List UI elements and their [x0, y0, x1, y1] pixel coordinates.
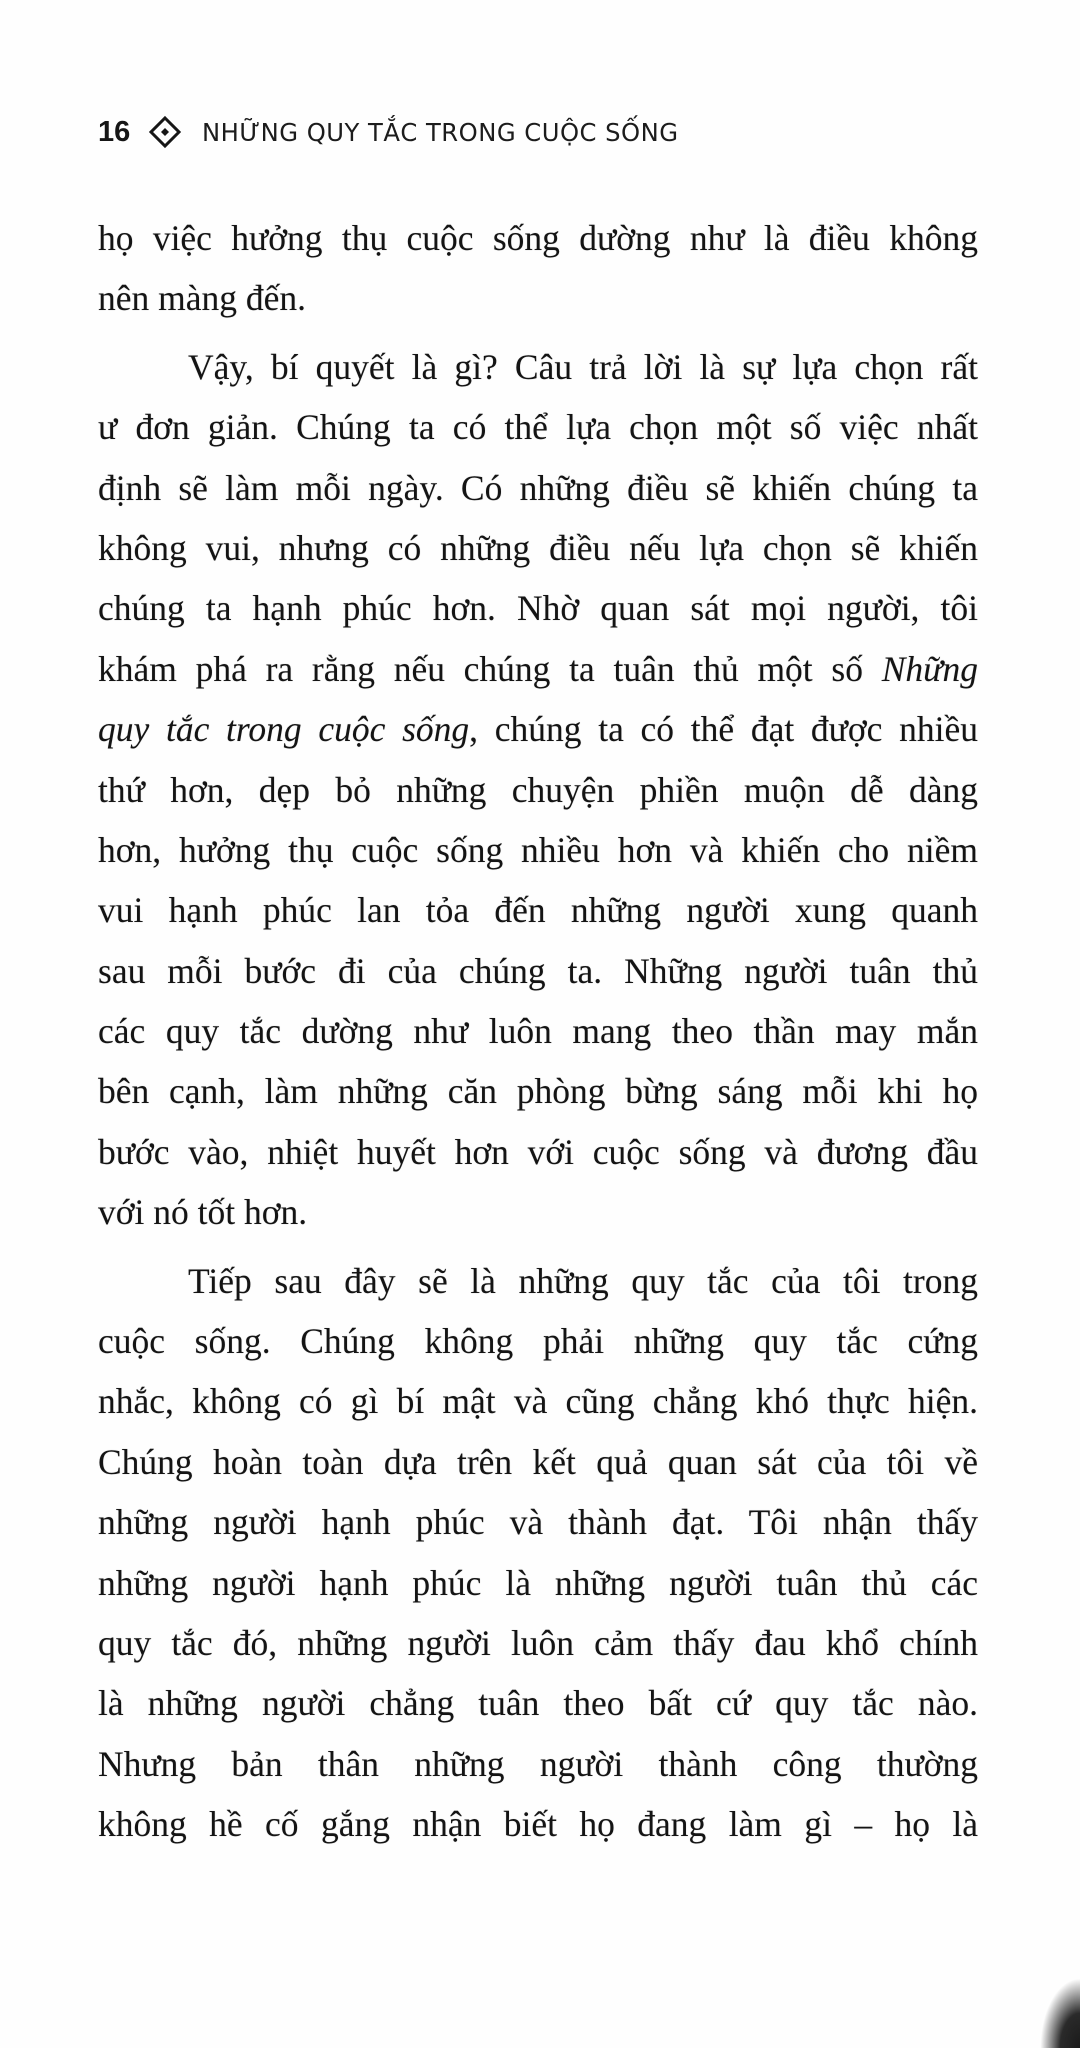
text-line: thứ hơn, dẹp bỏ những chuyện phiền muộn dễ dàng — [98, 769, 978, 810]
diamond-dot-icon — [148, 115, 182, 149]
text-line — [98, 639, 978, 699]
text-line: vui hạnh phúc lan tỏa đến những người xung quanh — [98, 890, 978, 931]
text-line: Tiếp sau đây sẽ là những quy tắc của tôi trong — [188, 1260, 978, 1301]
text-line: Chúng hoàn toàn dựa trên kết quả quan sát của tôi về — [98, 1441, 978, 1482]
paragraph-2 — [98, 337, 978, 1243]
text-line: họ việc hưởng thụ cuộc sống dường như là điều không — [98, 218, 978, 258]
text-line: định sẽ làm mỗi ngày. Có những điều sẽ khiến chúng ta — [98, 467, 978, 508]
text-line: những người hạnh phúc và thành đạt. Tôi nhận thấy — [98, 1502, 978, 1543]
text-line: nên màng đến. — [98, 278, 307, 319]
text-line: không vui, nhưng có những điều nếu lựa chọn sẽ khiến — [98, 527, 978, 568]
text-line: các quy tắc dường như luôn mang theo thần may mắn — [98, 1011, 978, 1052]
text-line: những người hạnh phúc là những người tuân thủ các — [98, 1562, 978, 1603]
text-line: cuộc sống. Chúng không phải những quy tắc cứng — [98, 1321, 978, 1362]
text-line: Vậy, bí quyết là gì? Câu trả lời là sự lựa chọn rất — [188, 346, 978, 387]
paragraph-1 — [98, 208, 978, 329]
text-line: không hề cố gắng nhận biết họ đang làm gì – họ là — [98, 1804, 978, 1845]
running-header — [98, 110, 694, 154]
page-corner-shadow — [1040, 1978, 1080, 2048]
text-fragment: khám phá ra rằng nếu chúng ta tuân thủ một số — [98, 648, 863, 689]
italic-book-title: Những — [881, 648, 978, 689]
text-line: ư đơn giản. Chúng ta có thể lựa chọn một số việc nhất — [98, 407, 978, 448]
italic-book-title: quy tắc trong cuộc sống — [98, 709, 470, 750]
text-fragment: , chúng ta có thể đạt được nhiều — [469, 709, 978, 750]
text-line: Nhưng bản thân những người thành công thường — [98, 1743, 978, 1784]
running-title: NHỮNG QUY TẮC TRONG CUỘC SỐNG — [202, 117, 679, 147]
text-line: bên cạnh, làm những căn phòng bừng sáng mỗi khi họ — [98, 1071, 978, 1112]
text-line: quy tắc đó, những người luôn cảm thấy đau khổ chính — [98, 1622, 978, 1663]
text-line: là những người chẳng tuân theo bất cứ quy tắc nào. — [98, 1683, 978, 1724]
text-line: sau mỗi bước đi của chúng ta. Những người tuân thủ — [98, 950, 978, 991]
text-line: bước vào, nhiệt huyết hơn với cuộc sống và đương đầu — [98, 1131, 978, 1172]
text-line: hơn, hưởng thụ cuộc sống nhiều hơn và khiến cho niềm — [98, 829, 978, 870]
text-line: nhắc, không có gì bí mật và cũng chẳng khó thực hiện. — [98, 1381, 978, 1422]
text-line: chúng ta hạnh phúc hơn. Nhờ quan sát mọi người, tôi — [98, 588, 978, 629]
page-number: 16 — [98, 115, 131, 148]
text-line: với nó tốt hơn. — [98, 1192, 308, 1233]
body-text — [98, 208, 978, 1855]
text-line — [98, 699, 978, 759]
paragraph-3 — [98, 1251, 978, 1855]
